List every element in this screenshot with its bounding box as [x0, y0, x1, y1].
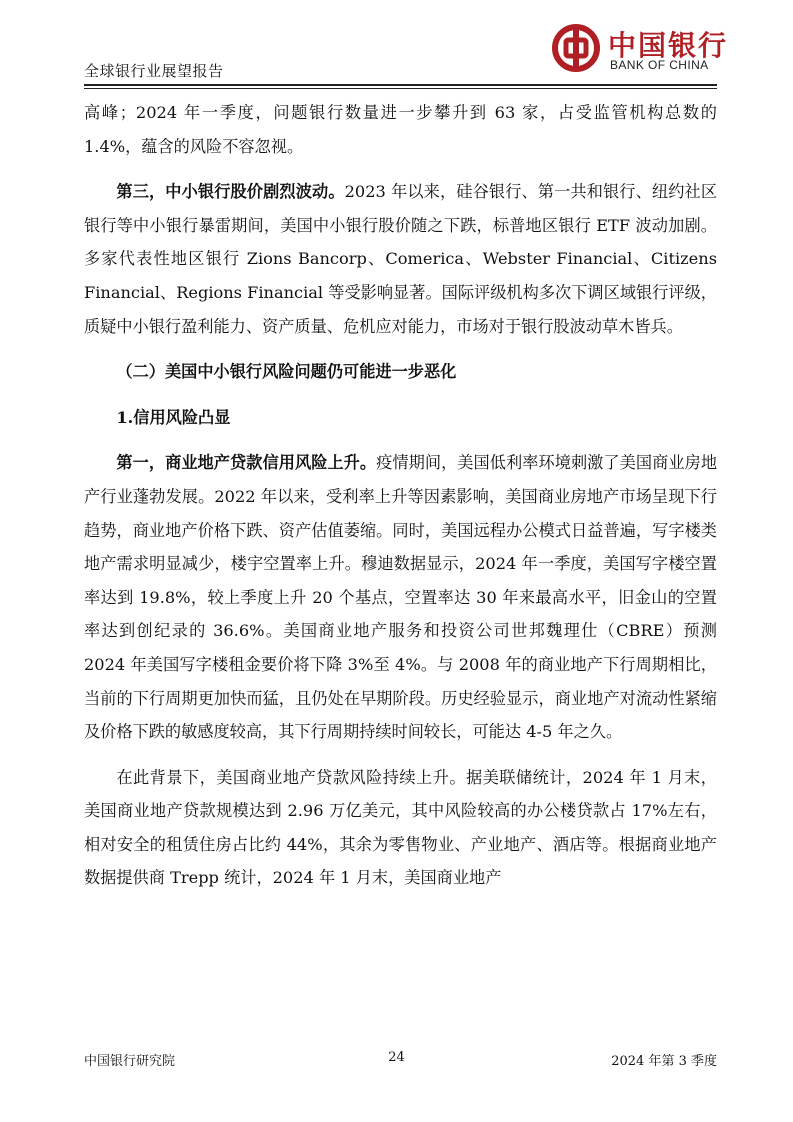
paragraph-text: 疫情期间，美国低利率环境刺激了美国商业房地产行业蓬勃发展。2022 年以来，受利率上升等因素影响，美国商业房地产市场呈现下行趋势，商业地产价格下跌、资产估值萎缩。同时，美国远程办公模式日益普遍，写字楼类地产需求明显减少，楼宇空置率上升。穆迪数据显示，2024 年一季度，美国写字楼空置率达到 19.8%，较上季度上升 20 个基点，空置率达 30 年来最高水平，旧金山的空置率达到创纪录的 36.6%。美国商业地产服务和投资公司世邦魏理仕（CBRE）预测 2024 年美国写字楼租金要价将下降 3%至 4%。与 2008 年的商业地产下行周期相比，当前的下行周期更加快而猛，且仍处在早期阶段。历史经验显示，商业地产对流动性紧缩及价格下跌的敏感度较高，其下行周期持续时间较长，可能达 4-5 年之久。 [84, 453, 718, 742]
bank-of-china-emblem-icon [552, 24, 600, 72]
bank-logo [552, 20, 729, 80]
document-body [84, 96, 717, 895]
footer-publisher: 中国银行研究院 [84, 1054, 176, 1069]
page-number: 24 [388, 1050, 405, 1065]
logo-chinese-name: 中国银行 [608, 29, 729, 62]
paragraph-text: 2023 年以来，硅谷银行、第一共和银行、纽约社区银行等中小银行暴雷期间，美国中小银行股价随之下跌，标普地区银行 ETF 波动加剧。多家代表性地区银行 Zions Bancorp、Comerica、Webster Financial、Citizens Financial、Regions Financial 等受影响显著。国际评级机构多次下调区域银行评级，质疑中小银行盈利能力、资产质量、危机应对能力，市场对于银行股波动草木皆兵。 [84, 182, 718, 336]
paragraph-commercial-real-estate [84, 446, 717, 748]
header-rule-thick [84, 84, 717, 86]
paragraph-lead: 第三，中小银行股价剧烈波动。 [116, 182, 345, 202]
paragraph-small-bank-stocks [84, 175, 717, 343]
paragraph-continued: 高峰；2024 年一季度，问题银行数量进一步攀升到 63 家，占受监管机构总数的 1.4%，蕴含的风险不容忽视。 [84, 103, 717, 156]
header-rule-thin [84, 88, 717, 89]
footer-period: 2024 年第 3 季度 [611, 1054, 717, 1069]
subsection-heading: 1.信用风险凸显 [116, 407, 231, 427]
section-heading: （二）美国中小银行风险问题仍可能进一步恶化 [116, 362, 457, 382]
paragraph-lead: 第一，商业地产贷款信用风险上升。 [116, 453, 377, 473]
report-title: 全球银行业展望报告 [84, 62, 224, 80]
logo-english-name: BANK OF CHINA [610, 58, 709, 72]
paragraph-cre-loans: 在此背景下，美国商业地产贷款风险持续上升。据美联储统计，2024 年 1 月末，美国商业地产贷款规模达到 2.96 万亿美元，其中风险较高的办公楼贷款占 17%左右，相对安全的租赁住房占比约 44%，其余为零售物业、产业地产、酒店等。根据商业地产数据提供商 Trepp 统计，2024 年 1 月末，美国商业地产 [84, 767, 717, 888]
